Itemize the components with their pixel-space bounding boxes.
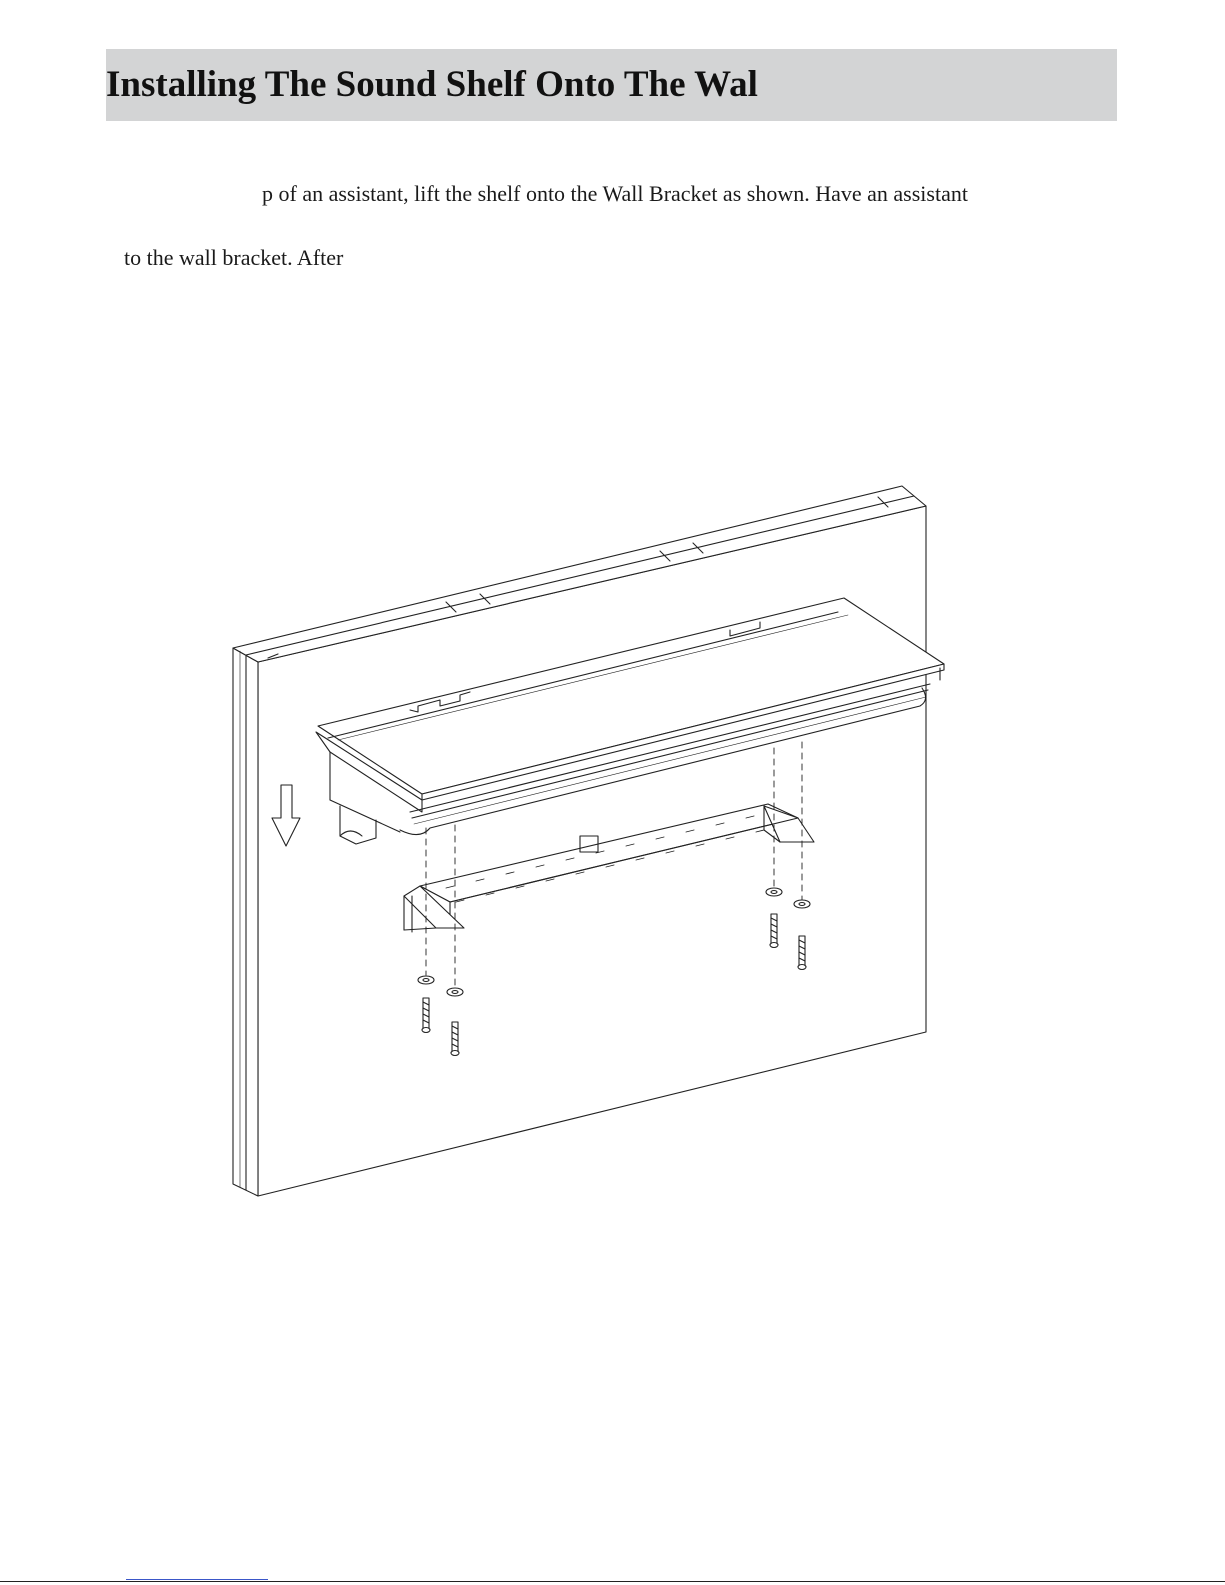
instruction-text-line-2: to the wall bracket. After: [124, 245, 344, 270]
screw-1: [422, 998, 430, 1033]
footer-rule: [0, 1581, 1225, 1582]
screw-3: [770, 914, 778, 948]
page-title: Installing The Sound Shelf Onto The Wal: [106, 64, 758, 105]
screw-2: [451, 1022, 459, 1056]
section-header-bar: [106, 49, 1117, 121]
instruction-text-line-1: p of an assistant, lift the shelf onto the Wall Bracket as shown. Have an assistant: [262, 181, 968, 206]
screw-4: [798, 936, 806, 970]
installation-diagram: [228, 484, 958, 1214]
footer-link-underline: [126, 1579, 268, 1580]
